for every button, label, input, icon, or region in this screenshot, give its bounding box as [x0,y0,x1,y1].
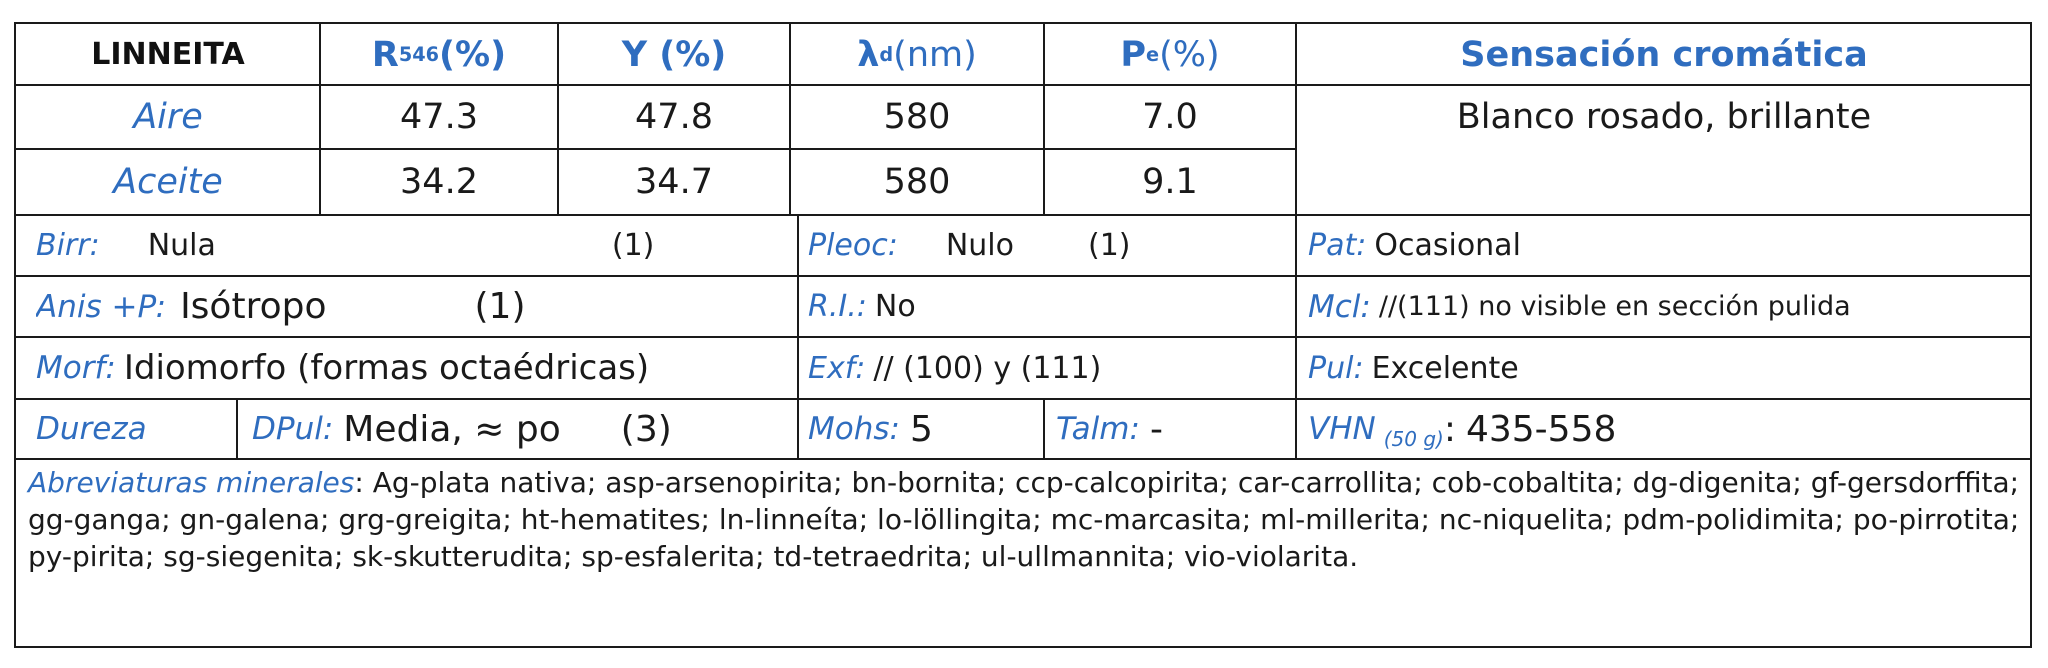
grid-line [1295,24,1297,459]
vhn-value: 435-558 [1465,408,1617,450]
aire-pe-value: 7.0 [1142,97,1198,137]
abbreviations-text: Ag-plata nativa; asp-arsenopirita; bn-bornita; ccp-calcopirita; car-carrollita; cob-cobaltita; dg-digenita; gf-gersdorffita; gg-ganga; gn-galena; grg-greigita; ht-hematites; ln-linneíta; lo-löllingita; mc-marcasita; ml-millerita; nc-niquelita; pdm-polidimita; po-pirrotita; py-pirita; sg-siegenita; sk-skutterudita; sp-esfalerita; td-tetraedrita; ul-ullmannita; vio-violarita. [28,466,2020,573]
grid-line [797,215,799,459]
pleoc-label-text: Pleoc [808,228,888,263]
pat-label: Pat: [1308,228,1367,263]
aceite-y-value: 34.7 [635,162,713,202]
mineral-name: LINNEITA [91,37,245,72]
lambda-subscript: d [879,43,894,66]
pleoc-ref: (1) [1088,228,1131,263]
anis-cell [36,276,796,337]
pat-label-text: Pat [1308,228,1357,263]
grid-line [16,458,2030,460]
grid-line [557,24,559,215]
r546-header [320,24,558,85]
ri-label-text: R.I. [808,289,857,324]
birr-label: Birr: [36,228,100,263]
vhn-load: (50 g) [1383,427,1444,451]
y-label: Y (%) [621,34,727,75]
talm-label-text: Talm [1056,411,1130,447]
mineral-name-header [16,24,320,85]
r546-symbol: R [371,34,399,75]
medium-aceite-label: Aceite [113,162,223,202]
exf-label-text: Exf [808,350,856,386]
medium-aire-label: Aire [133,97,203,137]
mohs-value: 5 [909,408,933,450]
ri-cell [808,276,1288,337]
ri-value: No [874,289,916,324]
anis-label: Anis +P: [36,288,167,325]
y-header [558,24,790,85]
pat-cell [1308,215,2028,276]
birr-ref: (1) [611,228,655,263]
mcl-value: //(111) no visible en sección pulida [1378,291,1851,322]
pleoc-value: Nulo [945,228,1014,263]
aire-pe [1044,85,1296,149]
grid-line [16,398,2030,400]
pe-symbol: P [1120,34,1146,75]
exf-label: Exf: [808,350,866,386]
dpul-value: Media, ≈ po [343,408,561,450]
medium-aceite [16,149,320,215]
aire-y-value: 47.8 [635,97,713,137]
dpul-label: DPul: [252,411,334,447]
aceite-lambda [790,149,1044,215]
vhn-cell: VHN (50 g) : 435-558 [1308,408,1617,451]
anis-value: Isótropo [180,286,327,327]
lambda-unit: (nm) [893,34,977,75]
mohs-label-text: Mohs [808,411,890,447]
talm-value: - [1149,408,1163,450]
birr-value: Nula [147,228,216,263]
aire-y [558,85,790,149]
morf-value: Idiomorfo (formas octaédricas) [123,348,650,388]
dpul-ref: (3) [620,408,672,450]
grid-line [1043,24,1045,215]
vhn-label: VHN [1308,411,1376,447]
mcl-label: Mcl: [1308,288,1371,325]
grid-line [16,148,1296,150]
anis-ref: (1) [474,286,526,327]
pul-label-text: Pul [1308,350,1354,386]
pe-subscript: e [1146,43,1160,66]
aceite-lambda-value: 580 [883,162,951,202]
sensation-value [1296,85,2032,149]
pul-value: Excelente [1371,350,1519,386]
sensation-label: Sensación cromática [1460,34,1868,75]
grid-line [319,24,321,215]
talm-label: Talm: [1056,411,1140,447]
dpul-label-text: DPul [252,411,323,447]
sensation-header [1296,24,2032,85]
mineral-data-table [14,22,2032,648]
dpul-cell [252,399,796,459]
aceite-r546-value: 34.2 [400,162,478,202]
pat-value: Ocasional [1374,228,1521,263]
abbreviations-label: Abreviaturas minerales [28,466,355,499]
grid-line [1043,399,1045,459]
aceite-pe [1044,149,1296,215]
pe-header [1044,24,1296,85]
grid-line [789,24,791,215]
pul-label: Pul: [1308,350,1364,386]
medium-aire [16,85,320,149]
aire-r546-value: 47.3 [400,97,478,137]
mcl-cell [1308,276,2028,337]
grid-line [16,336,2030,338]
grid-line [16,275,2030,277]
pleoc-label: Pleoc: [808,228,898,263]
mcl-label-text: Mcl [1308,288,1361,325]
mohs-cell [808,399,1042,459]
morf-label-text: Morf [36,350,106,386]
morf-cell [36,337,796,399]
aire-lambda-value: 580 [883,97,951,137]
lambda-header [790,24,1044,85]
aire-lambda [790,85,1044,149]
r546-unit: (%) [439,34,507,75]
mohs-label: Mohs: [808,411,900,447]
aceite-r546 [320,149,558,215]
talm-cell [1056,399,1292,459]
dureza-cell [36,399,236,459]
exf-cell [808,337,1288,399]
exf-value: // (100) y (111) [873,350,1102,386]
pe-unit: (%) [1159,34,1220,75]
aceite-y [558,149,790,215]
birr-cell [36,215,796,276]
morf-label: Morf: [36,350,116,386]
aceite-pe-value: 9.1 [1142,162,1198,202]
anis-label-text: Anis +P [36,288,156,325]
dureza-label: Dureza [36,411,147,447]
aire-r546 [320,85,558,149]
ri-label: R.I.: [808,289,867,324]
abbreviations-note: Abreviaturas minerales: Ag-plata nativa; asp-arsenopirita; bn-bornita; ccp-calcopirita; car-carrollita; cob-cobaltita; dg-digenita; gf-gersdorffita; gg-ganga; gn-galena; grg-greigita; ht-hematites; ln-linneíta; lo-löllingita; mc-marcasita; ml-millerita; nc-niquelita; pdm-polidimita; po-pirrotita; py-pirita; sg-siegenita; sk-skutterudita; sp-esfalerita; td-tetraedrita; ul-ullmannita; vio-violarita. [28,466,2020,573]
pleoc-cell [808,215,1288,276]
birr-label-text: Birr [36,228,90,263]
lambda-symbol: λ [857,34,880,75]
grid-line [236,399,238,459]
sensation-text: Blanco rosado, brillante [1456,97,1872,137]
r546-subscript: 546 [398,43,440,66]
pul-cell [1308,337,2028,399]
